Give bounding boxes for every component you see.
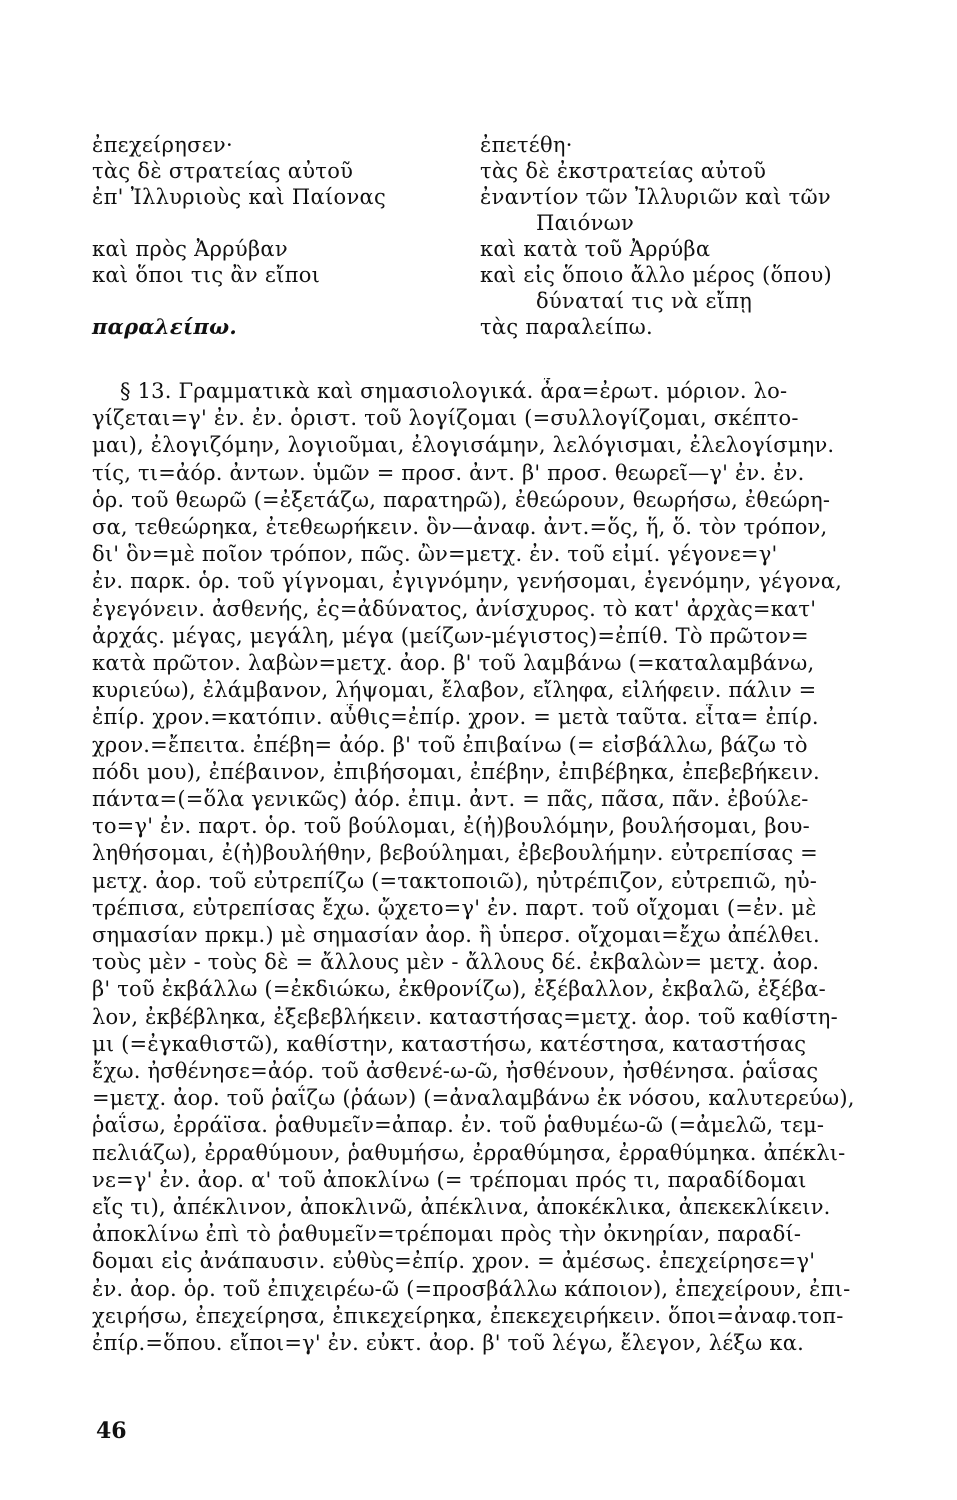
notes-line: ἀρχάς. μέγας, μεγάλη, μέγα (μείζων-μέγιστος)=ἐπίθ. Τὸ πρῶτον=	[92, 623, 809, 648]
translation-line: καὶ εἰς ὅποιο ἄλλο μέρος (ὅπου)	[480, 263, 833, 287]
notes-line: σημασίαν πρκμ.) μὲ σημασίαν ἀορ. ἢ ὑπερσ. οἴχομαι=ἔχω ἀπέλθει.	[92, 923, 820, 947]
translation-line: τὰς παραλείπω.	[480, 315, 653, 339]
notes-line: =μετχ. ἀορ. τοῦ ῥαΐζω (ῥάων) (=ἀναλαμβάνω ἐκ νόσου, καλυτερεύω),	[92, 1086, 855, 1111]
notes-line: μι (=ἐγκαθιστῶ), καθίστην, καταστήσω, κατέστησα, καταστήσας	[92, 1031, 807, 1056]
notes-line: § 13. Γραμματικὰ καὶ σημασιολογικά. ἆρα=ἐρωτ. μόριον. λο-	[120, 379, 788, 403]
notes-line: πελιάζω), ἐρραθύμουν, ῥαθυμήσω, ἐρραθύμησα, ἐρραθύμηκα. ἀπέκλι-	[92, 1140, 846, 1165]
notes-line: ἐπίρ. χρον.=κατόπιν. αὖθις=ἐπίρ. χρον. = μετὰ ταῦτα. εἶτα= ἐπίρ.	[92, 705, 819, 730]
notes-line: πάντα=(=ὅλα γενικῶς) ἀόρ. ἐπιμ. ἀντ. = πᾶς, πᾶσα, πᾶν. ἐβούλε-	[92, 787, 809, 811]
notes-line: τίς, τι=ἀόρ. ἀντων. ὑμῶν = προσ. ἀντ. β' προσ. θεωρεῖ—γ' ἐν. ἐν.	[92, 460, 805, 485]
page-number: 46	[96, 1418, 127, 1444]
notes-line: γίζεται=γ' ἐν. ἐν. ὁριστ. τοῦ λογίζομαι (=συλλογίζομαι, σκέπτο-	[92, 406, 799, 431]
notes-line: δομαι εἰς ἀνάπαυσιν. εὐθὺς=ἐπίρ. χρον. = ἀμέσως. ἐπεχείρησε=γ'	[92, 1249, 816, 1274]
ancient-line: καὶ πρὸς Ἀρρύβαν	[92, 237, 288, 261]
notes-line: λον, ἐκβέβληκα, ἐξεβεβλήκειν. καταστήσας=μετχ. ἀορ. τοῦ καθίστη-	[92, 1004, 838, 1029]
notes-line: ληθήσομαι, ἐ(ἠ)βουλήθην, βεβούλημαι, ἐβεβουλήμην. εὐτρεπίσας =	[92, 841, 818, 866]
notes-line: σα, τεθεώρηκα, ἐτεθεωρήκειν. ὃν—ἀναφ. ἀντ.=ὅς, ἥ, ὅ. τὸν τρόπον,	[92, 515, 828, 539]
notes-line: χειρήσω, ἐπεχείρησα, ἐπικεχείρηκα, ἐπεκεχειρήκειν. ὅποι=ἀναφ.τοπ-	[92, 1303, 844, 1328]
notes-line: νε=γ' ἐν. ἀορ. α' τοῦ ἀποκλίνω (= τρέπομαι πρός τι, παραδίδομαι	[92, 1167, 807, 1192]
notes-line: ἐν. ἀορ. ὁρ. τοῦ ἐπιχειρέω-ῶ (=προσβάλλω κάποιον), ἐπεχείρουν, ἐπι-	[92, 1276, 851, 1301]
notes-line: μαι), ἐλογιζόμην, λογιοῦμαι, ἐλογισάμην, λελόγισμαι, ἐλελογίσμην.	[92, 433, 835, 458]
translation-line: καὶ κατὰ τοῦ Ἀρρύβα	[480, 237, 711, 261]
notes-line: β' τοῦ ἐκβάλλω (=ἐκδιώκω, ἐκθρονίζω), ἐξέβαλλον, ἐκβαλῶ, ἐξέβα-	[92, 977, 826, 1002]
translation-line: ἐπετέθη·	[480, 133, 573, 157]
ancient-line: ἐπ' Ἰλλυριοὺς καὶ Παίονας	[92, 185, 387, 209]
ancient-line-emphasis: παραλείπω.	[92, 314, 237, 339]
translation-line: τὰς δὲ ἐκστρατείας αὐτοῦ	[480, 159, 767, 183]
notes-line: ἔχω. ἠσθένησε=ἀόρ. τοῦ ἀσθενέ-ω-ῶ, ἠσθένουν, ἠσθένησα. ῥαΐσας	[92, 1059, 819, 1083]
notes-line: εἴς τι), ἀπέκλινον, ἀποκλινῶ, ἀπέκλινα, ἀποκέκλικα, ἀπεκεκλίκειν.	[92, 1195, 831, 1219]
notes-line: κατὰ πρῶτον. λαβὼν=μετχ. ἀορ. β' τοῦ λαμβάνω (=καταλαμβάνω,	[92, 651, 815, 675]
notes-line: ἐν. παρκ. ὁρ. τοῦ γίγνομαι, ἐγιγνόμην, γενήσομαι, ἐγενόμην, γέγονα,	[92, 569, 843, 594]
ancient-line: καὶ ὅποι τις ἂν εἴποι	[92, 263, 321, 287]
notes-line: ἐγεγόνειν. ἀσθενής, ἐς=ἀδύνατος, ἀνίσχυρος. τὸ κατ' ἀρχὰς=κατ'	[92, 596, 817, 621]
notes-line: τοὺς μὲν - τοὺς δὲ = ἄλλους μὲν - ἄλλους δέ. ἐκβαλὼν= μετχ. ἀορ.	[92, 950, 820, 975]
notes-line: χρον.=ἔπειτα. ἐπέβη= ἀόρ. β' τοῦ ἐπιβαίνω (= εἰσβάλλω, βάζω τὸ	[92, 732, 808, 757]
notes-line: μετχ. ἀορ. τοῦ εὐτρεπίζω (=τακτοποιῶ), ηὐτρέπιζον, εὐτρεπιῶ, ηὐ-	[92, 868, 818, 893]
notes-line: ἐπίρ.=ὅπου. εἴποι=γ' ἐν. εὐκτ. ἀορ. β' τοῦ λέγω, ἔλεγον, λέξω κα.	[92, 1331, 804, 1355]
notes-line: το=γ' ἐν. παρτ. ὁρ. τοῦ βούλομαι, ἐ(ἠ)βουλόμην, βουλήσομαι, βου-	[92, 814, 810, 839]
notes-line: πόδι μου), ἐπέβαινον, ἐπιβήσομαι, ἐπέβην, ἐπιβέβηκα, ἐπεβεβήκειν.	[92, 759, 820, 784]
ancient-line: ἐπεχείρησεν·	[92, 133, 233, 157]
translation-line: Παιόνων	[536, 211, 635, 235]
ancient-line: τὰς δὲ στρατείας αὐτοῦ	[92, 159, 354, 183]
notes-line: ῥαΐσω, ἐρράϊσα. ῥαθυμεῖν=ἀπαρ. ἐν. τοῦ ῥαθυμέω-ῶ (=ἀμελῶ, τεμ-	[92, 1113, 825, 1138]
translation-line: δύναταί τις νὰ εἴπῃ	[536, 289, 753, 313]
notes-line: ὁρ. τοῦ θεωρῶ (=ἐξετάζω, παρατηρῶ), ἐθεώρουν, θεωρήσω, ἐθεώρη-	[92, 487, 831, 512]
translation-line: ἐναντίον τῶν Ἰλλυριῶν καὶ τῶν	[480, 185, 831, 209]
notes-line: ἀποκλίνω ἐπὶ τὸ ῥαθυμεῖν=τρέπομαι πρὸς τὴν ὀκνηρίαν, παραδί-	[92, 1222, 802, 1247]
notes-line: τρέπισα, εὐτρεπίσας ἔχω. ᾤχετο=γ' ἐν. παρτ. τοῦ οἴχομαι (=ἐν. μὲ	[92, 895, 817, 920]
notes-line: δι' ὃν=μὲ ποῖον τρόπον, πῶς. ὢν=μετχ. ἐν. τοῦ εἰμί. γέγονε=γ'	[92, 542, 778, 567]
notes-line: κυριεύω), ἐλάμβανον, λήψομαι, ἔλαβον, εἴληφα, εἰλήφειν. πάλιν =	[92, 678, 817, 703]
